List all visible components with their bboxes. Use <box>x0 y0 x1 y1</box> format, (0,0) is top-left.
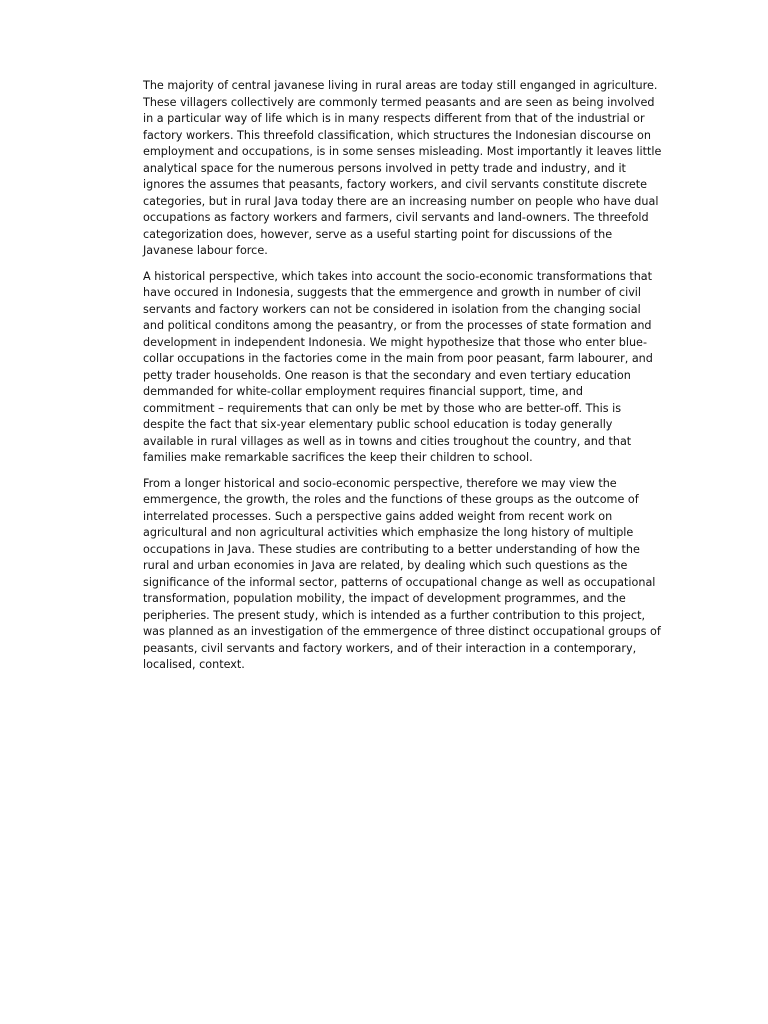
paragraph-line: families make remarkable sacrifices the keep their children to school. <box>143 451 533 464</box>
paragraph-line: available in rural villages as well as in towns and cities troughout the country, and that <box>143 434 632 448</box>
paragraph-line: factory workers. This threefold classification, which structures the Indonesian discourse on <box>143 128 651 142</box>
paragraph-line: servants and factory workers can not be considered in isolation from the changing social <box>143 302 641 316</box>
paragraph-line: despite the fact that six-year elementary public school education is today generally <box>143 418 613 431</box>
paragraph-line: have occured in Indonesia, suggests that the emmergence and growth in number of civil <box>143 286 642 299</box>
paragraph-line: peasants, civil servants and factory workers, and of their interaction in a contemporary, <box>143 641 637 655</box>
paragraph-line: in a particular way of life which is in many respects different from that of the industrial or <box>143 112 645 125</box>
paragraph-3 <box>143 476 663 674</box>
paragraph-line: categorization does, however, serve as a useful starting point for discussions of the <box>143 227 613 241</box>
paragraph-line: A historical perspective, which takes into account the socio-economic transformations that <box>143 269 653 283</box>
paragraph-line: petty trader households. One reason is that the secondary and even tertiary education <box>143 368 631 382</box>
paragraph-line: significance of the informal sector, patterns of occupational change as well as occupational <box>143 575 656 589</box>
paragraph-line: occupations as factory workers and farmers, civil servants and land-owners. The threefold <box>143 211 649 224</box>
paragraph-line: categories, but in rural Java today there are an increasing number on people who have dual <box>143 194 659 208</box>
paragraph-line: agricultural and non agricultural activities which emphasize the long history of multiple <box>143 526 634 539</box>
paragraph-line: commitment – requirements that can only be met by those who are better-off. This is <box>143 401 622 415</box>
paragraph-line: rural and urban economies in Java are related, by dealing which such questions as the <box>143 559 628 572</box>
paragraph-line: occupations in Java. These studies are contributing to a better understanding of how the <box>143 542 640 556</box>
paragraph-line: Javanese labour force. <box>143 244 268 257</box>
paragraph-line: was planned as an investigation of the emmergence of three distinct occupational groups of <box>143 625 661 638</box>
paragraph-line: ignores the assumes that peasants, factory workers, and civil servants constitute discrete <box>143 178 648 191</box>
paragraph-line: employment and occupations, is in some senses misleading. Most importantly it leaves little <box>143 145 662 158</box>
paragraph-line: interrelated processes. Such a perspective gains added weight from recent work on <box>143 509 613 523</box>
paragraph-line: From a longer historical and socio-economic perspective, therefore we may view the <box>143 476 617 490</box>
paragraph-1 <box>143 78 663 260</box>
paragraph-line: demmanded for white-collar employment requires financial support, time, and <box>143 385 583 398</box>
paragraph-line: analytical space for the numerous persons involved in petty trade and industry, and it <box>143 161 626 175</box>
paragraph-line: transformation, population mobility, the impact of development programmes, and the <box>143 592 626 605</box>
document-body <box>143 78 663 683</box>
paragraph-line: and political conditons among the peasantry, or from the processes of state formation and <box>143 319 652 332</box>
paragraph-line: These villagers collectively are commonly termed peasants and are seen as being involved <box>143 95 655 109</box>
paragraph-line: The majority of central javanese living in rural areas are today still enganged in agriculture. <box>143 79 658 92</box>
paragraph-2 <box>143 269 663 467</box>
paragraph-line: collar occupations in the factories come in the main from poor peasant, farm labourer, and <box>143 352 653 365</box>
paragraph-line: development in independent Indonesia. We might hypothesize that those who enter blue- <box>143 335 647 349</box>
paragraph-line: localised, context. <box>143 658 245 671</box>
paragraph-line: peripheries. The present study, which is intended as a further contribution to this project, <box>143 608 646 622</box>
paragraph-line: emmergence, the growth, the roles and the functions of these groups as the outcome of <box>143 493 639 506</box>
